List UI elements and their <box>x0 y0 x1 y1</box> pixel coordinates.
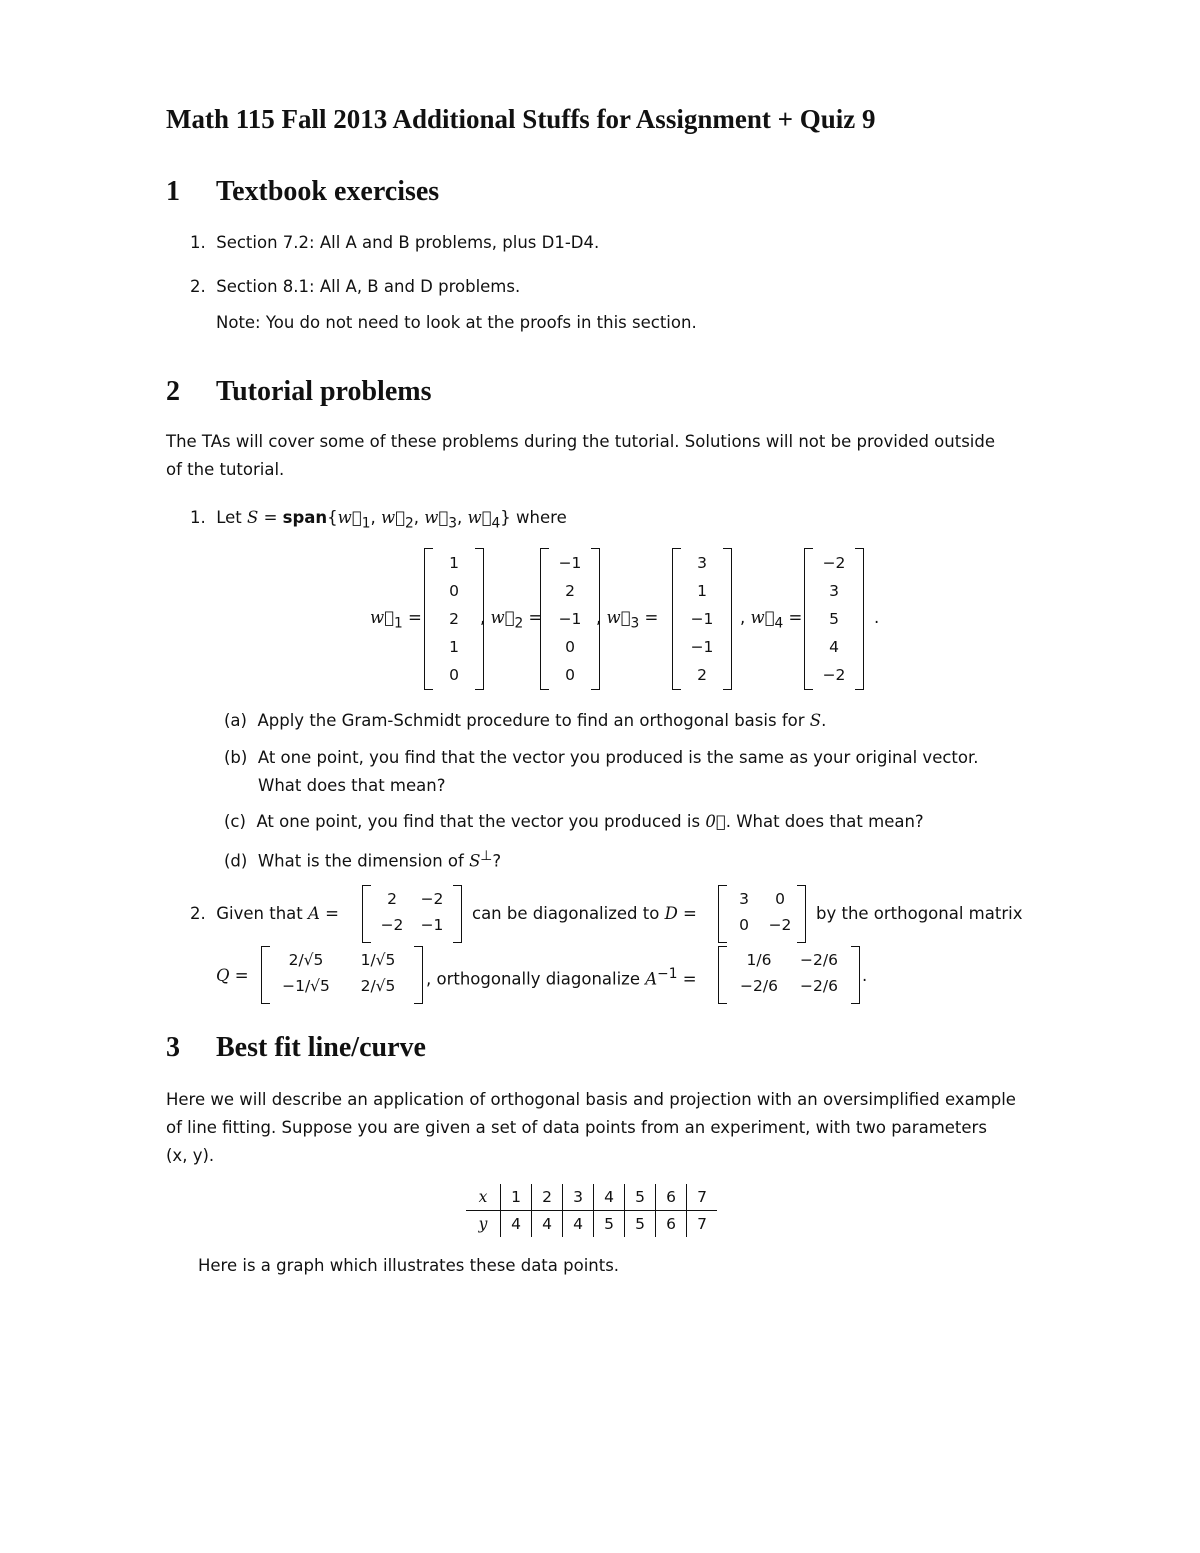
table-cell: 5 <box>625 1211 656 1238</box>
paragraph-line: of line fitting. Suppose you are given a set of data points from an experiment, with two parameters <box>166 1118 987 1137</box>
matrix-entry: −2 <box>380 916 404 934</box>
table-cell: 5 <box>594 1211 625 1238</box>
column-vector <box>804 548 864 690</box>
vector-entry: 0 <box>565 638 575 656</box>
part-text: What is the dimension of <box>257 851 464 871</box>
vector-entry: −2 <box>822 554 846 572</box>
table-cell: 7 <box>687 1184 718 1211</box>
table-cell: 2 <box>532 1184 563 1211</box>
part-b-continuation: What does that mean? <box>258 776 446 795</box>
table-cell: 4 <box>594 1184 625 1211</box>
column-vector <box>672 548 732 690</box>
table-cell: 3 <box>563 1184 594 1211</box>
vector-entry: 1 <box>449 638 459 656</box>
part-b: (b) At one point, you find that the vector you produced is the same as your original vector. <box>224 748 979 767</box>
vector-entry: 0 <box>449 582 459 600</box>
section-title: Tutorial problems <box>216 376 432 407</box>
problem-2-text: by the orthogonal matrix <box>816 904 1023 923</box>
document-title: Math 115 Fall 2013 Additional Stuffs for Assignment + Quiz 9 <box>166 104 876 134</box>
part-d: (d) What is the dimension of S⊥? <box>224 848 502 871</box>
vector-entry: −1 <box>558 554 582 572</box>
table-cell: 4 <box>563 1211 594 1238</box>
vector-entry: 3 <box>829 582 839 600</box>
data-table <box>466 1184 717 1237</box>
part-c: (c) At one point, you find that the vector you produced is 0⃗. What does that mean? <box>224 812 924 831</box>
section-title: Textbook exercises <box>216 176 440 207</box>
column-vector <box>424 548 484 690</box>
list-item-text: Section 7.2: All A and B problems, plus D1-D4. <box>216 233 600 252</box>
table-header-cell: y <box>478 1215 488 1233</box>
matrix-entry: 1/6 <box>746 951 772 969</box>
matrix-A-inverse <box>718 946 860 1004</box>
problem-text: can be diagonalized to <box>472 904 660 923</box>
matrix-entry: 2/√5 <box>360 977 396 995</box>
vector-entry: −2 <box>822 666 846 684</box>
table-cell: 6 <box>656 1211 687 1238</box>
matrix-D <box>718 885 806 943</box>
vector-label: , $w⃗_4$ = <box>740 608 803 632</box>
matrix-entry: 0 <box>775 890 785 908</box>
table-cell: 4 <box>501 1211 532 1238</box>
paragraph-line: Here we will describe an application of orthogonal basis and projection with an oversimplified example <box>166 1090 1016 1109</box>
problem-text: Given that <box>216 904 303 923</box>
vector-entry: 0 <box>565 666 575 684</box>
section-number: 2 <box>166 376 180 407</box>
part-text: Apply the Gram-Schmidt procedure to find an orthogonal basis for <box>257 711 805 730</box>
paragraph-line: (x, y). <box>166 1146 215 1165</box>
vector-entry: 0 <box>449 666 459 684</box>
vector-label: , $w⃗_2$ = <box>480 608 543 632</box>
matrix-entry: −2/6 <box>800 977 838 995</box>
table-header-cell: x <box>466 1184 501 1211</box>
table-cell: 1 <box>501 1184 532 1211</box>
matrix-entry: −2/6 <box>800 951 838 969</box>
matrix-Q-label: Q = <box>216 966 249 985</box>
matrix-entry: −1 <box>420 916 444 934</box>
matrix-entry: −1/√5 <box>282 977 330 995</box>
table-row <box>466 1211 717 1238</box>
problem-2-lead: 2. Given that A = <box>190 904 339 923</box>
matrix-entry: 2/√5 <box>288 951 324 969</box>
problem-lead: Let <box>216 508 242 527</box>
matrix-entry: 1/√5 <box>360 951 396 969</box>
matrix-entry: 2 <box>387 890 397 908</box>
matrix-entry: −2 <box>420 890 444 908</box>
note-text: Note: You do not need to look at the proofs in this section. <box>216 313 697 332</box>
graph-note: Here is a graph which illustrates these data points. <box>198 1256 620 1275</box>
section-heading <box>166 176 439 208</box>
list-item: 2. Section 8.1: All A, B and D problems. <box>190 277 521 296</box>
section-title: Best fit line/curve <box>216 1032 426 1063</box>
matrix-Q <box>261 946 423 1004</box>
vector-entry: 4 <box>829 638 839 656</box>
column-vector <box>540 548 600 690</box>
matrix-entry: 3 <box>739 890 749 908</box>
vector-entry: 2 <box>697 666 707 684</box>
vector-entry: 5 <box>829 610 839 628</box>
vector-entry: −1 <box>690 610 714 628</box>
vector-entry: 3 <box>697 554 707 572</box>
vector-label: $w⃗_1$ = <box>370 608 422 632</box>
where-text: where <box>516 508 567 527</box>
part-text: At one point, you find that the vector you produced is <box>256 812 701 831</box>
matrix-A <box>362 885 462 943</box>
table-row <box>466 1184 717 1211</box>
period: . <box>862 966 868 985</box>
vector-entry: −1 <box>690 638 714 656</box>
table-cell: 4 <box>532 1211 563 1238</box>
problem-text: , orthogonally diagonalize <box>426 969 640 989</box>
section-heading <box>166 376 431 408</box>
matrix-entry: −2/6 <box>740 977 778 995</box>
vector-label: , $w⃗_3$ = <box>596 608 659 632</box>
list-item-text: Section 8.1: All A, B and D problems. <box>216 277 521 296</box>
part-a: (a) Apply the Gram-Schmidt procedure to find an orthogonal basis for S. <box>224 711 827 730</box>
vector-entry: 2 <box>565 582 575 600</box>
paragraph-line: of the tutorial. <box>166 460 285 479</box>
period: . <box>874 608 880 627</box>
table-cell: 5 <box>625 1184 656 1211</box>
vector-entry: 1 <box>449 554 459 572</box>
span-operator: span <box>282 508 328 527</box>
problem-2-text: can be diagonalized to D = <box>472 904 697 923</box>
table-cell: 7 <box>687 1211 718 1238</box>
vector-entry: 1 <box>697 582 707 600</box>
section-number: 1 <box>166 176 180 207</box>
table-cell: 6 <box>656 1184 687 1211</box>
matrix-entry: 0 <box>739 916 749 934</box>
paragraph-line: The TAs will cover some of these problems during the tutorial. Solutions will not be provided outside <box>166 432 995 451</box>
section-heading <box>166 1032 426 1064</box>
part-text: . What does that mean? <box>725 812 924 831</box>
matrix-entry: −2 <box>768 916 792 934</box>
problem-1-statement: 1. Let $S = span\{w⃗_1$, $w⃗_2$, $w⃗_3$, $w⃗_4$} where <box>190 508 567 532</box>
vector-entry: 2 <box>449 610 459 628</box>
vector-entry: −1 <box>558 610 582 628</box>
section-number: 3 <box>166 1032 180 1063</box>
list-item: 1. Section 7.2: All A and B problems, plus D1-D4. <box>190 233 600 252</box>
problem-2-text: , orthogonally diagonalize $A^{-1}$ = <box>426 966 697 989</box>
part-text: At one point, you find that the vector you produced is the same as your original vector. <box>257 748 979 767</box>
